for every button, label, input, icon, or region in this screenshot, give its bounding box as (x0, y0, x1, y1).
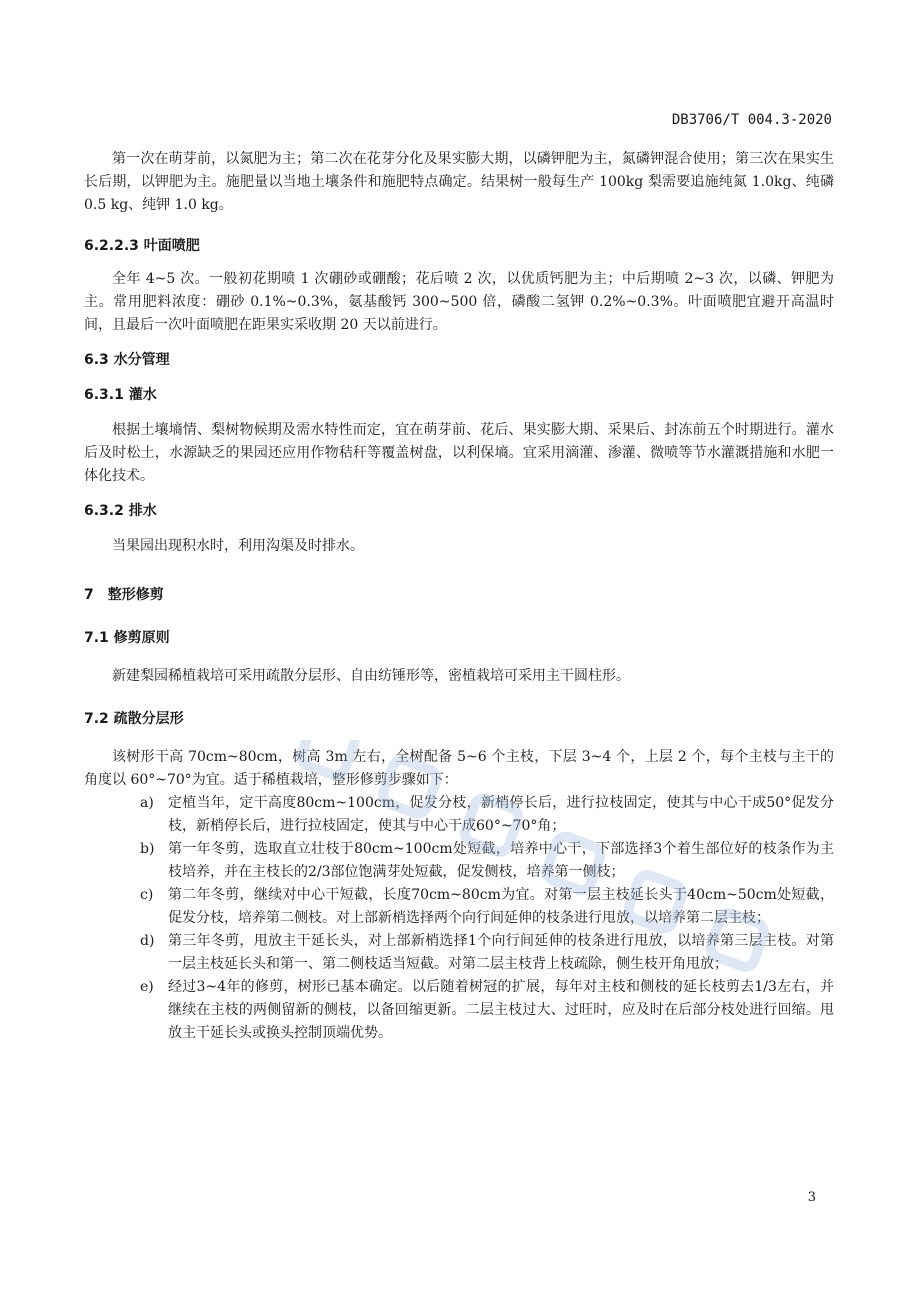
paragraph-irrigation: 根据土壤墒情、梨树物候期及需水特性而定，宜在萌芽前、花后、果实膨大期、采果后、封冻前五个时期进行。灌水后及时松土，水源缺乏的果园还应用作物秸秆等覆盖树盘，以利保墒。宜采用滴灌、渗灌、微喷等节水灌溉措施和水肥一体化技术。 (84, 422, 834, 484)
standard-code: DB3706/T 004.3-2020 (671, 112, 832, 128)
paragraph-pruning-principle: 新建梨园稀植栽培可采用疏散分层形、自由纺锤形等，密植栽培可采用主干圆柱形。 (112, 668, 630, 684)
list-item-label: a) (140, 795, 154, 811)
list-item-label: b) (140, 841, 155, 857)
heading-7: 7 整形修剪 (84, 587, 164, 603)
heading-6-3-1: 6.3.1 灌水 (84, 387, 157, 403)
list-item-text: 第三年冬剪，甩放主干延长头，对上部新梢选择1个向行间延伸的枝条进行甩放，以培养第三层主枝。对第一层主枝延长头和第一、第二侧枝适当短截。对第二层主枝背上枝疏除，侧生枝开角甩放； (168, 933, 834, 972)
list-item (84, 930, 834, 976)
paragraph-drainage: 当果园出现积水时，利用沟渠及时排水。 (112, 538, 364, 554)
list-item-text: 第一年冬剪，选取直立壮枝于80cm~100cm处短截，培养中心干，下部选择3个着生部位好的枝条作为主枝培养，并在主枝长的2/3部位饱满芽处短截，促发侧枝，培养第一侧枝； (168, 841, 834, 880)
list-item-text: 经过3~4年的修剪，树形已基本确定。以后随着树冠的扩展，每年对主枝和侧枝的延长枝剪去1/3左右，并继续在主枝的两侧留新的侧枝，以备回缩更新。二层主枝过大、过旺时，应及时在后部分枝处进行回缩。甩放主干延长头或换头控制顶端优势。 (168, 979, 834, 1041)
heading-6-3: 6.3 水分管理 (84, 352, 170, 368)
document-body (84, 148, 834, 1045)
paragraph-tree-form: 该树形干高 70cm~80cm，树高 3m 左右，全树配备 5~6 个主枝，下层 3~4 个，上层 2 个，每个主枝与主干的角度以 60°~70°为宜。适于稀植栽培，整形修剪步骤如下： (84, 749, 834, 788)
page-number: 3 (807, 1190, 816, 1205)
list-item-text: 第二年冬剪，继续对中心干短截，长度70cm~80cm为宜。对第一层主枝延长头于40cm~50cm处短截，促发分枝，培养第二侧枝。对上部新梢选择两个向行间延伸的枝条进行甩放，以培养第二层主枝； (168, 887, 834, 926)
paragraph-fertilizer-schedule: 第一次在萌芽前，以氮肥为主；第二次在花芽分化及果实膨大期，以磷钾肥为主，氮磷钾混合使用；第三次在果实生长后期，以钾肥为主。施肥量以当地土壤条件和施肥特点确定。结果树一般每生产 100kg 梨需要追施纯氮 1.0kg、纯磷 0.5 kg、纯钾 1.0 kg。 (84, 151, 834, 213)
list-item-label: e) (140, 979, 154, 995)
list-item (84, 976, 834, 1045)
list-item (84, 838, 834, 884)
list-item-label: d) (140, 933, 155, 949)
list-item-label: c) (140, 887, 154, 903)
list-item-text: 定植当年，定干高度80cm~100cm，促发分枝，新梢停长后，进行拉枝固定，使其与中心干成50°促发分枝，新梢停长后，进行拉枝固定，使其与中心干成60°~70°角； (168, 795, 834, 834)
paragraph-foliar-spray: 全年 4~5 次。一般初花期喷 1 次硼砂或硼酸；花后喷 2 次，以优质钙肥为主；中后期喷 2~3 次，以磷、钾肥为主。常用肥料浓度：硼砂 0.1%~0.3%，氨基酸钙 300~500 倍，磷酸二氢钾 0.2%~0.3%。叶面喷肥宜避开高温时间，且最后一次叶面喷肥在距果实采收期 20 天以前进行。 (84, 271, 834, 333)
list-item (84, 884, 834, 930)
heading-6-3-2: 6.3.2 排水 (84, 503, 157, 519)
heading-7-1: 7.1 修剪原则 (84, 630, 170, 646)
list-item (84, 792, 834, 838)
heading-7-2: 7.2 疏散分层形 (84, 711, 184, 727)
heading-6-2-2-3: 6.2.2.3 叶面喷肥 (84, 238, 200, 254)
